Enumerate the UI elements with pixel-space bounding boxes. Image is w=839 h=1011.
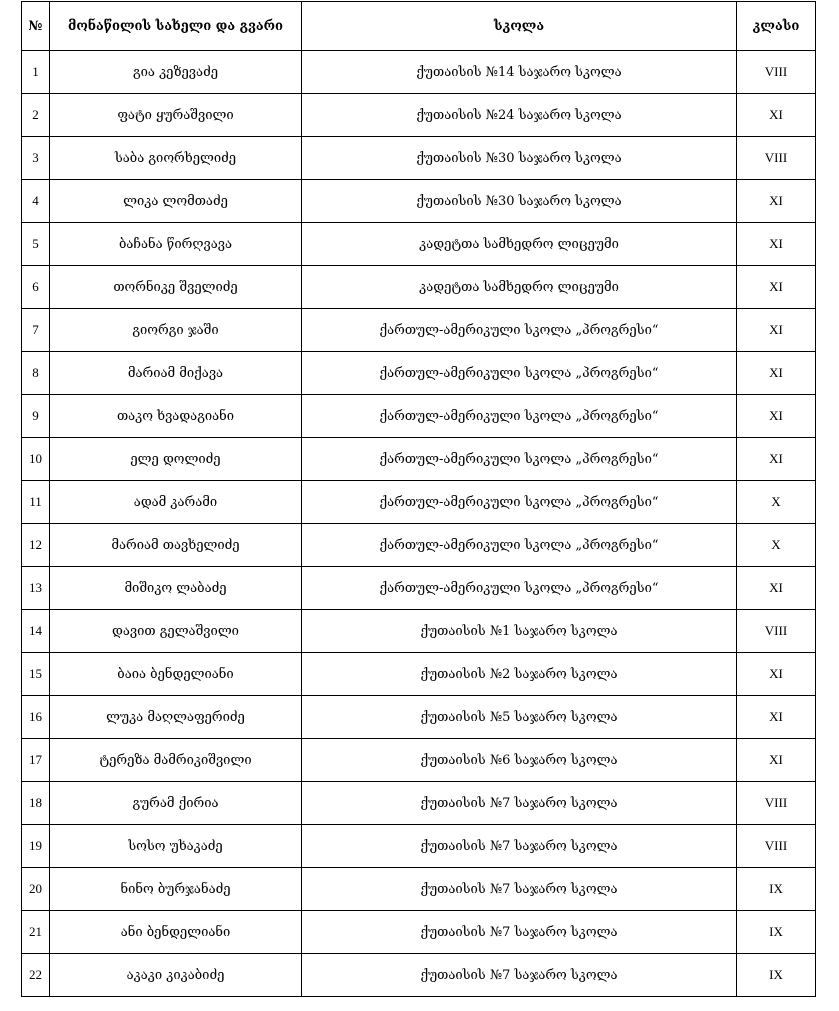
cell-num: 1: [22, 51, 50, 94]
cell-num: 6: [22, 266, 50, 309]
cell-num: 10: [22, 438, 50, 481]
cell-grade: XI: [737, 438, 816, 481]
table-row: [22, 782, 816, 825]
table-row: [22, 610, 816, 653]
cell-num: 7: [22, 309, 50, 352]
cell-school: ქუთაისის №7 საჯარო სკოლა: [302, 868, 737, 911]
cell-name: მიშიკო ლაბაძე: [50, 567, 302, 610]
cell-grade: XI: [737, 223, 816, 266]
table-row: [22, 94, 816, 137]
cell-num: 11: [22, 481, 50, 524]
table-row: [22, 954, 816, 997]
header-name: მონაწილის სახელი და გვარი: [50, 2, 302, 51]
cell-num: 5: [22, 223, 50, 266]
cell-school: ქუთაისის №6 საჯარო სკოლა: [302, 739, 737, 782]
cell-grade: XI: [737, 309, 816, 352]
cell-name: საბა გიორხელიძე: [50, 137, 302, 180]
cell-name: მარიამ მიქავა: [50, 352, 302, 395]
cell-school: ქართულ-ამერიკული სკოლა „პროგრესი“: [302, 567, 737, 610]
table-row: [22, 696, 816, 739]
cell-school: ქუთაისის №30 საჯარო სკოლა: [302, 137, 737, 180]
cell-name: თორნიკე შველიძე: [50, 266, 302, 309]
table-row: [22, 51, 816, 94]
cell-school: ქართულ-ამერიკული სკოლა „პროგრესი“: [302, 438, 737, 481]
table-row: [22, 653, 816, 696]
table-row: [22, 266, 816, 309]
cell-name: დავით გელაშვილი: [50, 610, 302, 653]
cell-grade: XI: [737, 653, 816, 696]
cell-name: ბაია ბენდელიანი: [50, 653, 302, 696]
cell-name: მარიამ თავხელიძე: [50, 524, 302, 567]
cell-grade: VIII: [737, 782, 816, 825]
header-school: სკოლა: [302, 2, 737, 51]
cell-school: ქართულ-ამერიკული სკოლა „პროგრესი“: [302, 481, 737, 524]
cell-num: 16: [22, 696, 50, 739]
cell-grade: IX: [737, 954, 816, 997]
cell-grade: XI: [737, 567, 816, 610]
cell-num: 19: [22, 825, 50, 868]
cell-num: 22: [22, 954, 50, 997]
cell-name: თაკო ხვადაგიანი: [50, 395, 302, 438]
cell-grade: VIII: [737, 610, 816, 653]
cell-num: 12: [22, 524, 50, 567]
participants-table: [21, 1, 816, 997]
cell-school: ქუთაისის №7 საჯარო სკოლა: [302, 954, 737, 997]
cell-num: 4: [22, 180, 50, 223]
cell-school: ქუთაისის №30 საჯარო სკოლა: [302, 180, 737, 223]
header-num: №: [22, 2, 50, 51]
cell-grade: XI: [737, 266, 816, 309]
cell-grade: IX: [737, 911, 816, 954]
cell-school: ქუთაისის №7 საჯარო სკოლა: [302, 782, 737, 825]
cell-name: ლიკა ლომთაძე: [50, 180, 302, 223]
cell-grade: X: [737, 481, 816, 524]
header-grade: კლასი: [737, 2, 816, 51]
cell-num: 2: [22, 94, 50, 137]
cell-school: კადეტთა სამხედრო ლიცეუმი: [302, 266, 737, 309]
cell-num: 21: [22, 911, 50, 954]
cell-grade: XI: [737, 180, 816, 223]
cell-school: ქუთაისის №5 საჯარო სკოლა: [302, 696, 737, 739]
table-row: [22, 868, 816, 911]
table-row: [22, 739, 816, 782]
cell-school: ქართულ-ამერიკული სკოლა „პროგრესი“: [302, 309, 737, 352]
cell-school: ქართულ-ამერიკული სკოლა „პროგრესი“: [302, 395, 737, 438]
cell-grade: VIII: [737, 51, 816, 94]
cell-school: ქართულ-ამერიკული სკოლა „პროგრესი“: [302, 352, 737, 395]
cell-grade: XI: [737, 94, 816, 137]
table-row: [22, 524, 816, 567]
table-row: [22, 438, 816, 481]
cell-school: კადეტთა სამხედრო ლიცეუმი: [302, 223, 737, 266]
cell-grade: X: [737, 524, 816, 567]
table-row: [22, 352, 816, 395]
table-row: [22, 223, 816, 266]
cell-name: ლუკა მაღლაფერიძე: [50, 696, 302, 739]
cell-name: გიორგი ჯაში: [50, 309, 302, 352]
cell-num: 13: [22, 567, 50, 610]
cell-name: ადამ კარამი: [50, 481, 302, 524]
cell-name: ტერეზა მამრიკიშვილი: [50, 739, 302, 782]
table-row: [22, 481, 816, 524]
cell-name: გურამ ქირია: [50, 782, 302, 825]
cell-name: ანი ბენდელიანი: [50, 911, 302, 954]
cell-school: ქართულ-ამერიკული სკოლა „პროგრესი“: [302, 524, 737, 567]
cell-num: 15: [22, 653, 50, 696]
cell-num: 18: [22, 782, 50, 825]
header-row: [22, 2, 816, 51]
cell-num: 3: [22, 137, 50, 180]
cell-grade: XI: [737, 739, 816, 782]
cell-school: ქუთაისის №7 საჯარო სკოლა: [302, 911, 737, 954]
table-row: [22, 395, 816, 438]
cell-school: ქუთაისის №2 საჯარო სკოლა: [302, 653, 737, 696]
cell-num: 8: [22, 352, 50, 395]
table-row: [22, 911, 816, 954]
cell-school: ქუთაისის №1 საჯარო სკოლა: [302, 610, 737, 653]
cell-name: სოსო უხაკაძე: [50, 825, 302, 868]
cell-name: ელე დოლიძე: [50, 438, 302, 481]
cell-grade: VIII: [737, 825, 816, 868]
table-header: [22, 2, 816, 51]
cell-num: 9: [22, 395, 50, 438]
cell-num: 17: [22, 739, 50, 782]
cell-name: გია კეზევაძე: [50, 51, 302, 94]
table-row: [22, 137, 816, 180]
cell-name: ბაჩანა წირღვავა: [50, 223, 302, 266]
cell-grade: XI: [737, 395, 816, 438]
cell-grade: IX: [737, 868, 816, 911]
cell-school: ქუთაისის №7 საჯარო სკოლა: [302, 825, 737, 868]
table-row: [22, 309, 816, 352]
table-row: [22, 825, 816, 868]
table-row: [22, 180, 816, 223]
cell-num: 14: [22, 610, 50, 653]
cell-school: ქუთაისის №24 საჯარო სკოლა: [302, 94, 737, 137]
cell-num: 20: [22, 868, 50, 911]
cell-grade: XI: [737, 352, 816, 395]
cell-name: ფატი ყურაშვილი: [50, 94, 302, 137]
cell-grade: VIII: [737, 137, 816, 180]
cell-name: ნინო ბურჯანაძე: [50, 868, 302, 911]
table-row: [22, 567, 816, 610]
cell-name: აკაკი კიკაბიძე: [50, 954, 302, 997]
cell-grade: XI: [737, 696, 816, 739]
table-body: [22, 51, 816, 997]
cell-school: ქუთაისის №14 საჯარო სკოლა: [302, 51, 737, 94]
